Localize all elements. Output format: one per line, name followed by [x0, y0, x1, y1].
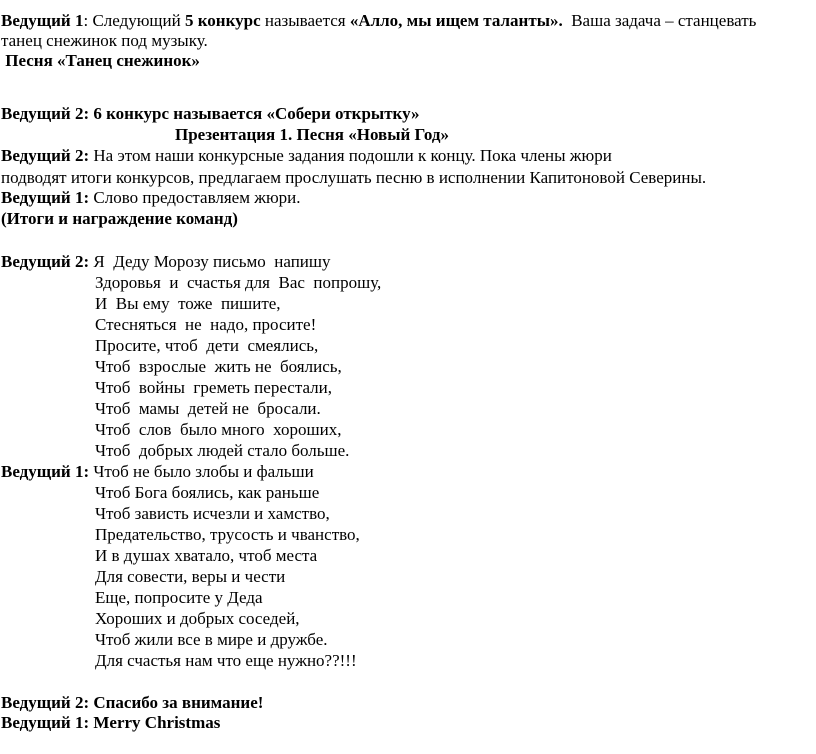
poem-line: Чтоб слов было много хороших, [95, 420, 342, 439]
poem-line: Чтоб зависть исчезли и хамство, [95, 504, 330, 523]
contest6-line: Ведущий 2: 6 конкурс называется «Собери открытку» [1, 104, 420, 123]
final-line-2: Ведущий 1: Merry Christmas [1, 713, 221, 732]
closing-line-3: Ведущий 1: Слово предоставляем жюри. [1, 188, 301, 207]
closing-line-2: подводят итоги конкурсов, предлагаем прослушать песню в исполнении Капитоновой Северины. [1, 168, 707, 187]
poem-line: Для счастья нам что еще нужно??!!! [95, 651, 357, 670]
intro-line-2: танец снежинок под музыку. [1, 31, 208, 50]
poem-line: Здоровья и счастья для Вас попрошу, [95, 273, 382, 292]
poem-line: Хороших и добрых соседей, [95, 609, 300, 628]
poem-line: Чтоб мамы детей не бросали. [95, 399, 321, 418]
poem-line: И в душах хватало, чтоб места [95, 546, 318, 565]
closing-line-1: Ведущий 2: На этом наши конкурсные задания подошли к концу. Пока члены жюри [1, 146, 612, 165]
results-line: (Итоги и награждение команд) [1, 209, 238, 228]
poem-line: Чтоб Бога боялись, как раньше [95, 483, 320, 502]
speaker-label: Ведущий 2: [1, 146, 90, 165]
poem-line: Чтоб добрых людей стало больше. [95, 441, 350, 460]
final-line-1: Ведущий 2: Спасибо за внимание! [1, 693, 264, 712]
poem-line: И Вы ему тоже пишите, [95, 294, 281, 313]
speaker-label: Ведущий 2: [1, 252, 90, 271]
poem-line: Стесняться не надо, просите! [95, 315, 317, 334]
poem-line: Предательство, трусость и чванство, [95, 525, 360, 544]
intro-line: Ведущий 1: Следующий 5 конкурс называется «Алло, мы ищем таланты». Ваша задача – станцевать [1, 11, 757, 30]
poem-line: Ведущий 1: Чтоб не было злобы и фальши [1, 462, 314, 481]
song-title: Песня «Танец снежинок» [1, 51, 200, 70]
speaker-label: Ведущий 1: [1, 462, 90, 481]
poem-line: Для совести, веры и чести [95, 567, 286, 586]
speaker-label: Ведущий 1: [1, 188, 90, 207]
speaker-label: Ведущий 1 [1, 11, 84, 30]
poem-line: Чтоб войны греметь перестали, [95, 378, 333, 397]
presentation-line: Презентация 1. Песня «Новый Год» [175, 125, 449, 144]
contest-number: 5 конкурс [184, 11, 261, 30]
poem-line: Еще, попросите у Деда [95, 588, 263, 607]
contest-title: «Алло, мы ищем таланты». [349, 11, 563, 30]
poem-line: Чтоб взрослые жить не боялись, [95, 357, 342, 376]
poem-line: Ведущий 2: Я Деду Морозу письмо напишу [1, 252, 331, 271]
poem-line: Просите, чтоб дети смеялись, [95, 336, 319, 355]
poem-line: Чтоб жили все в мире и дружбе. [95, 630, 328, 649]
